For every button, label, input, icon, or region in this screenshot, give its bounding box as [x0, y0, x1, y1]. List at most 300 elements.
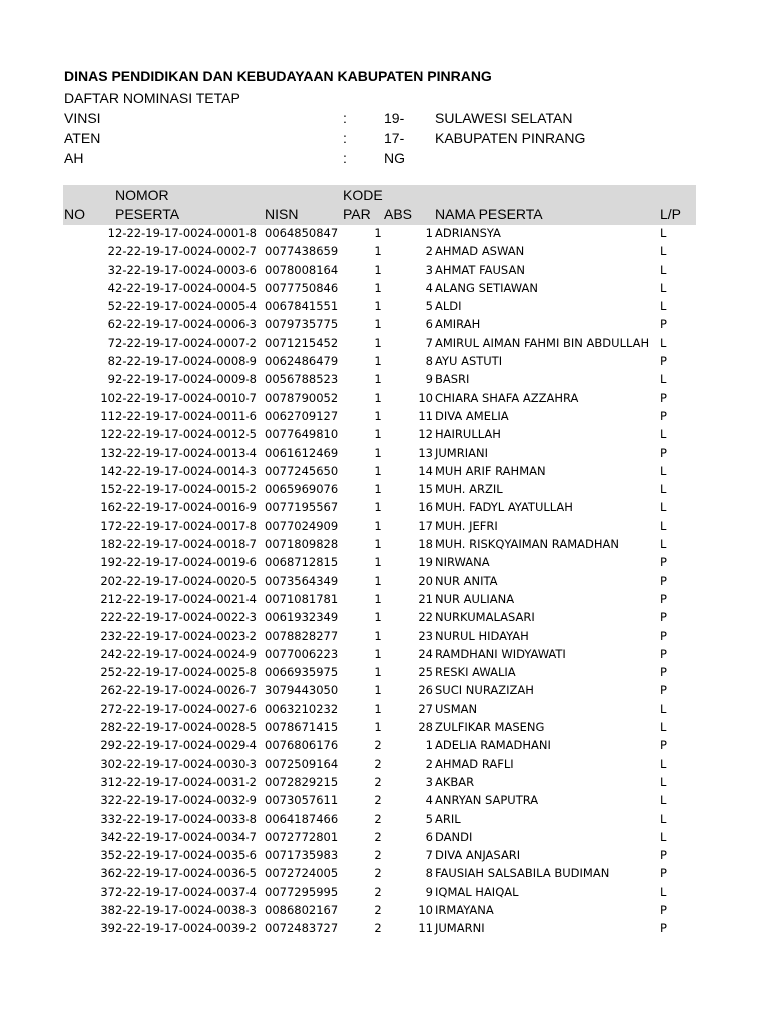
table-row: [63, 828, 703, 846]
participant-number: 2-22-19-17-0024-0033-8: [115, 811, 257, 826]
par-code: 1: [374, 646, 382, 661]
par-code: 1: [374, 445, 382, 460]
table-row: [63, 425, 703, 443]
row-number: 38: [100, 902, 115, 917]
par-code: 1: [374, 354, 382, 369]
table-row: [63, 279, 703, 297]
participant-name: IRMAYANA: [435, 902, 494, 917]
participant-name: NURUL HIDAYAH: [435, 628, 529, 643]
participant-number: 2-22-19-17-0024-0023-2: [115, 628, 257, 643]
participant-number: 2-22-19-17-0024-0003-6: [115, 262, 257, 277]
abs-number: 4: [425, 793, 433, 808]
table-row: [63, 462, 703, 480]
row-number: 21: [100, 591, 115, 606]
abs-number: 20: [418, 573, 433, 588]
participant-number: 2-22-19-17-0024-0007-2: [115, 335, 257, 350]
participant-number: 2-22-19-17-0024-0012-5: [115, 427, 257, 442]
nisn: 0079735775: [265, 317, 339, 332]
participant-number: 2-22-19-17-0024-0037-4: [115, 884, 257, 899]
participant-name: NUR AULIANA: [435, 591, 515, 606]
table-row: [63, 480, 703, 498]
par-code: 1: [374, 591, 382, 606]
table-row: [63, 718, 703, 736]
row-number: 7: [107, 335, 115, 350]
row-number: 20: [100, 573, 115, 588]
par-code: 1: [374, 372, 382, 387]
info-row-school: [64, 150, 704, 170]
gender: P: [660, 610, 667, 625]
participant-name: MUH. RISKQYAIMAN RAMADHAN: [435, 537, 619, 552]
gender: L: [660, 372, 667, 387]
par-code: 2: [374, 921, 382, 936]
row-number: 24: [100, 646, 115, 661]
table-row: [63, 645, 703, 663]
gender: L: [660, 463, 667, 478]
nisn: 0078008164: [265, 262, 339, 277]
table-row: [63, 535, 703, 553]
abs-number: 17: [418, 518, 433, 533]
par-code: 1: [374, 408, 382, 423]
nisn: 0068712815: [265, 555, 339, 570]
table-row: [63, 791, 703, 809]
gender: L: [660, 244, 667, 259]
participant-name: ALDI: [435, 299, 462, 314]
header-no: NO: [64, 206, 85, 222]
participant-name: SUCI NURAZIZAH: [435, 683, 534, 698]
nisn: 0077649810: [265, 427, 339, 442]
par-code: 1: [374, 335, 382, 350]
participant-number: 2-22-19-17-0024-0017-8: [115, 518, 257, 533]
abs-number: 5: [425, 811, 433, 826]
gender: P: [660, 317, 667, 332]
gender: L: [660, 720, 667, 735]
nisn: 0076806176: [265, 738, 339, 753]
gender: L: [660, 226, 667, 240]
nisn: 0066935975: [265, 665, 339, 680]
row-number: 22: [100, 610, 115, 625]
participant-name: USMAN: [435, 701, 478, 716]
participant-number: 2-22-19-17-0024-0006-3: [115, 317, 257, 332]
participant-number: 2-22-19-17-0024-0008-9: [115, 354, 257, 369]
participant-name: DANDI: [435, 829, 473, 844]
nisn: 0065969076: [265, 482, 339, 497]
par-code: 2: [374, 738, 382, 753]
gender: P: [660, 683, 667, 698]
row-number: 31: [100, 774, 115, 789]
info-colon: :: [343, 130, 347, 146]
abs-number: 21: [418, 591, 433, 606]
participant-name: AMIRUL AIMAN FAHMI BIN ABDULLAH: [435, 335, 650, 350]
nisn: 0062486479: [265, 354, 339, 369]
nisn: 0072724005: [265, 866, 339, 881]
participant-number: 2-22-19-17-0024-0018-7: [115, 537, 257, 552]
nisn: 0086802167: [265, 902, 339, 917]
header-lp: L/P: [660, 206, 682, 222]
nisn: 0056788523: [265, 372, 339, 387]
nisn: 0077438659: [265, 244, 339, 259]
table-row: [63, 608, 703, 626]
nisn: 0071735983: [265, 848, 339, 863]
participant-number: 2-22-19-17-0024-0004-5: [115, 280, 257, 295]
par-code: 1: [374, 427, 382, 442]
par-code: 1: [374, 537, 382, 552]
nisn: 0077295995: [265, 884, 339, 899]
abs-number: 8: [425, 354, 433, 369]
info-key: AH: [64, 150, 84, 166]
gender: P: [660, 591, 667, 606]
row-number: 19: [100, 555, 115, 570]
par-code: 1: [374, 683, 382, 698]
participant-number: 2-22-19-17-0024-0014-3: [115, 463, 257, 478]
nisn: 3079443050: [265, 683, 339, 698]
table-row: [63, 883, 703, 901]
abs-number: 2: [425, 756, 433, 771]
row-number: 5: [107, 299, 115, 314]
table-row: [63, 370, 703, 388]
info-code: 17-: [384, 130, 405, 146]
abs-number: 3: [425, 774, 433, 789]
participant-number: 2-22-19-17-0024-0021-4: [115, 591, 257, 606]
nisn: 0072829215: [265, 774, 339, 789]
abs-number: 27: [418, 701, 433, 716]
participant-name: JUMARNI: [435, 921, 485, 936]
row-number: 15: [100, 482, 115, 497]
table-row: [63, 352, 703, 370]
row-number: 34: [100, 829, 115, 844]
info-colon: :: [343, 150, 347, 166]
abs-number: 8: [425, 866, 433, 881]
participant-name: ANRYAN SAPUTRA: [435, 793, 539, 808]
nisn: 0072509164: [265, 756, 339, 771]
par-code: 2: [374, 884, 382, 899]
nisn: 0077195567: [265, 500, 339, 515]
gender: L: [660, 335, 667, 350]
participant-name: AKBAR: [435, 774, 475, 789]
participant-number: 2-22-19-17-0024-0005-4: [115, 299, 257, 314]
participant-number: 2-22-19-17-0024-0031-2: [115, 774, 257, 789]
abs-number: 10: [418, 902, 433, 917]
abs-number: 16: [418, 500, 433, 515]
abs-number: 11: [418, 921, 433, 936]
row-number: 1: [107, 226, 115, 240]
table-row: [63, 755, 703, 773]
par-code: 1: [374, 317, 382, 332]
document-title: DINAS PENDIDIKAN DAN KEBUDAYAAN KABUPATEN PINRANG: [64, 68, 492, 84]
gender: P: [660, 665, 667, 680]
gender: P: [660, 921, 667, 936]
par-code: 1: [374, 299, 382, 314]
table-row: [63, 224, 703, 242]
abs-number: 1: [425, 226, 433, 240]
table-row: [63, 627, 703, 645]
participant-number: 2-22-19-17-0024-0024-9: [115, 646, 257, 661]
nisn: 0067841551: [265, 299, 339, 314]
abs-number: 18: [418, 537, 433, 552]
row-number: 33: [100, 811, 115, 826]
participant-name: NUR ANITA: [435, 573, 498, 588]
par-code: 1: [374, 280, 382, 295]
gender: L: [660, 537, 667, 552]
par-code: 1: [374, 610, 382, 625]
row-number: 16: [100, 500, 115, 515]
info-colon: :: [343, 110, 347, 126]
gender: L: [660, 756, 667, 771]
row-number: 29: [100, 738, 115, 753]
row-number: 11: [100, 408, 115, 423]
row-number: 26: [100, 683, 115, 698]
nisn: 0073564349: [265, 573, 339, 588]
participant-number: 2-22-19-17-0024-0002-7: [115, 244, 257, 259]
nisn: 0071809828: [265, 537, 339, 552]
row-number: 18: [100, 537, 115, 552]
participant-number: 2-22-19-17-0024-0028-5: [115, 720, 257, 735]
participant-number: 2-22-19-17-0024-0029-4: [115, 738, 257, 753]
participant-number: 2-22-19-17-0024-0015-2: [115, 482, 257, 497]
table-row: [63, 315, 703, 333]
table-row: [63, 810, 703, 828]
info-value: SULAWESI SELATAN: [435, 110, 573, 126]
par-code: 1: [374, 463, 382, 478]
row-number: 6: [107, 317, 115, 332]
nisn: 0078671415: [265, 720, 339, 735]
table-row: [63, 553, 703, 571]
nisn: 0077024909: [265, 518, 339, 533]
row-number: 30: [100, 756, 115, 771]
participant-name: ZULFIKAR MASENG: [435, 720, 545, 735]
participant-number: 2-22-19-17-0024-0026-7: [115, 683, 257, 698]
participant-name: HAIRULLAH: [435, 427, 501, 442]
gender: L: [660, 482, 667, 497]
participant-number: 2-22-19-17-0024-0035-6: [115, 848, 257, 863]
par-code: 1: [374, 573, 382, 588]
gender: P: [660, 573, 667, 588]
gender: L: [660, 774, 667, 789]
participant-number: 2-22-19-17-0024-0009-8: [115, 372, 257, 387]
gender: P: [660, 408, 667, 423]
table-row: [63, 736, 703, 754]
gender: L: [660, 500, 667, 515]
participant-name: NURKUMALASARI: [435, 610, 535, 625]
info-row-regency: [64, 130, 704, 150]
nisn: 0078828277: [265, 628, 339, 643]
abs-number: 13: [418, 445, 433, 460]
gender: L: [660, 829, 667, 844]
par-code: 2: [374, 866, 382, 881]
table-row: [63, 590, 703, 608]
participant-name: ADRIANSYA: [435, 226, 501, 240]
table-row: [63, 901, 703, 919]
participant-name: DIVA AMELIA: [435, 408, 509, 423]
abs-number: 28: [418, 720, 433, 735]
nisn: 0062709127: [265, 408, 339, 423]
header-nama: NAMA PESERTA: [435, 206, 543, 222]
participant-name: IQMAL HAIQAL: [435, 884, 519, 899]
participant-name: JUMRIANI: [435, 445, 488, 460]
table-header: [63, 185, 696, 225]
gender: P: [660, 628, 667, 643]
par-code: 2: [374, 848, 382, 863]
table-row: [63, 681, 703, 699]
participant-name: ARIL: [435, 811, 461, 826]
abs-number: 1: [425, 738, 433, 753]
gender: L: [660, 701, 667, 716]
document-subtitle: DAFTAR NOMINASI TETAP: [64, 90, 240, 106]
abs-number: 26: [418, 683, 433, 698]
header-nisn: NISN: [265, 206, 299, 222]
participant-number: 2-22-19-17-0024-0011-6: [115, 408, 257, 423]
par-code: 1: [374, 701, 382, 716]
participant-name: CHIARA SHAFA AZZAHRA: [435, 390, 579, 405]
par-code: 2: [374, 774, 382, 789]
participant-name: AYU ASTUTI: [435, 354, 503, 369]
row-number: 8: [107, 354, 115, 369]
par-code: 1: [374, 390, 382, 405]
info-key: ATEN: [64, 130, 101, 146]
participant-number: 2-22-19-17-0024-0036-5: [115, 866, 257, 881]
participant-name: AHMAD RAFLI: [435, 756, 514, 771]
abs-number: 19: [418, 555, 433, 570]
participant-number: 2-22-19-17-0024-0010-7: [115, 390, 257, 405]
info-code: NG: [384, 150, 405, 166]
row-number: 14: [100, 463, 115, 478]
abs-number: 9: [425, 884, 433, 899]
abs-number: 7: [425, 335, 433, 350]
par-code: 1: [374, 482, 382, 497]
row-number: 32: [100, 793, 115, 808]
header-kode: KODE: [343, 187, 383, 203]
participant-name: RAMDHANI WIDYAWATI: [435, 646, 566, 661]
abs-number: 2: [425, 244, 433, 259]
gender: L: [660, 811, 667, 826]
nisn: 0061932349: [265, 610, 339, 625]
par-code: 1: [374, 500, 382, 515]
par-code: 1: [374, 665, 382, 680]
participant-number: 2-22-19-17-0024-0019-6: [115, 555, 257, 570]
nisn: 0064850847: [265, 226, 339, 240]
row-number: 3: [107, 262, 115, 277]
table-row: [63, 242, 703, 260]
gender: P: [660, 848, 667, 863]
table-row: [63, 919, 703, 937]
nisn: 0071081781: [265, 591, 339, 606]
table-row: [63, 261, 703, 279]
nisn: 0063210232: [265, 701, 339, 716]
abs-number: 11: [418, 408, 433, 423]
abs-number: 7: [425, 848, 433, 863]
gender: P: [660, 866, 667, 881]
participant-name: DIVA ANJASARI: [435, 848, 521, 863]
par-code: 1: [374, 262, 382, 277]
gender: L: [660, 884, 667, 899]
table-row: [63, 334, 703, 352]
participant-number: 2-22-19-17-0024-0032-9: [115, 793, 257, 808]
gender: P: [660, 445, 667, 460]
participant-name: AHMAT FAUSAN: [435, 262, 525, 277]
nisn: 0078790052: [265, 390, 339, 405]
abs-number: 23: [418, 628, 433, 643]
info-value: KABUPATEN PINRANG: [435, 130, 586, 146]
gender: L: [660, 518, 667, 533]
table-row: [63, 572, 703, 590]
participant-name: MUH. JEFRI: [435, 518, 498, 533]
table-row: [63, 700, 703, 718]
gender: L: [660, 427, 667, 442]
participant-name: FAUSIAH SALSABILA BUDIMAN: [435, 866, 610, 881]
nisn: 0072483727: [265, 921, 339, 936]
table-row: [63, 498, 703, 516]
nisn: 0061612469: [265, 445, 339, 460]
participant-name: MUH. ARZIL: [435, 482, 503, 497]
header-par: PAR: [343, 206, 371, 222]
gender: L: [660, 299, 667, 314]
row-number: 13: [100, 445, 115, 460]
par-code: 2: [374, 829, 382, 844]
par-code: 1: [374, 226, 382, 240]
row-number: 9: [107, 372, 115, 387]
table-row: [63, 389, 703, 407]
row-number: 35: [100, 848, 115, 863]
abs-number: 15: [418, 482, 433, 497]
participant-number: 2-22-19-17-0024-0016-9: [115, 500, 257, 515]
gender: P: [660, 555, 667, 570]
nisn: 0077750846: [265, 280, 339, 295]
row-number: 17: [100, 518, 115, 533]
participant-number: 2-22-19-17-0024-0027-6: [115, 701, 257, 716]
info-row-province: [64, 110, 704, 130]
participant-name: RESKI AWALIA: [435, 665, 516, 680]
participant-name: AMIRAH: [435, 317, 481, 332]
row-number: 12: [100, 427, 115, 442]
participant-name: ALANG SETIAWAN: [435, 280, 539, 295]
row-number: 4: [107, 280, 115, 295]
row-number: 27: [100, 701, 115, 716]
row-number: 39: [100, 921, 115, 936]
gender: L: [660, 262, 667, 277]
abs-number: 22: [418, 610, 433, 625]
table-row: [63, 444, 703, 462]
row-number: 25: [100, 665, 115, 680]
table-row: [63, 864, 703, 882]
table-row: [63, 517, 703, 535]
gender: L: [660, 793, 667, 808]
participant-number: 2-22-19-17-0024-0039-2: [115, 921, 257, 936]
abs-number: 12: [418, 427, 433, 442]
participant-number: 2-22-19-17-0024-0025-8: [115, 665, 257, 680]
nisn: 0073057611: [265, 793, 339, 808]
abs-number: 3: [425, 262, 433, 277]
participant-number: 2-22-19-17-0024-0013-4: [115, 445, 257, 460]
row-number: 37: [100, 884, 115, 899]
participant-name: BASRI: [435, 372, 470, 387]
row-number: 2: [107, 244, 115, 259]
par-code: 2: [374, 756, 382, 771]
participant-number: 2-22-19-17-0024-0022-3: [115, 610, 257, 625]
nisn: 0077245650: [265, 463, 339, 478]
abs-number: 6: [425, 317, 433, 332]
gender: P: [660, 902, 667, 917]
row-number: 28: [100, 720, 115, 735]
par-code: 1: [374, 518, 382, 533]
nisn: 0072772801: [265, 829, 339, 844]
gender: P: [660, 646, 667, 661]
gender: P: [660, 738, 667, 753]
nisn: 0077006223: [265, 646, 339, 661]
row-number: 23: [100, 628, 115, 643]
abs-number: 6: [425, 829, 433, 844]
par-code: 1: [374, 244, 382, 259]
info-key: VINSI: [64, 110, 101, 126]
par-code: 1: [374, 555, 382, 570]
